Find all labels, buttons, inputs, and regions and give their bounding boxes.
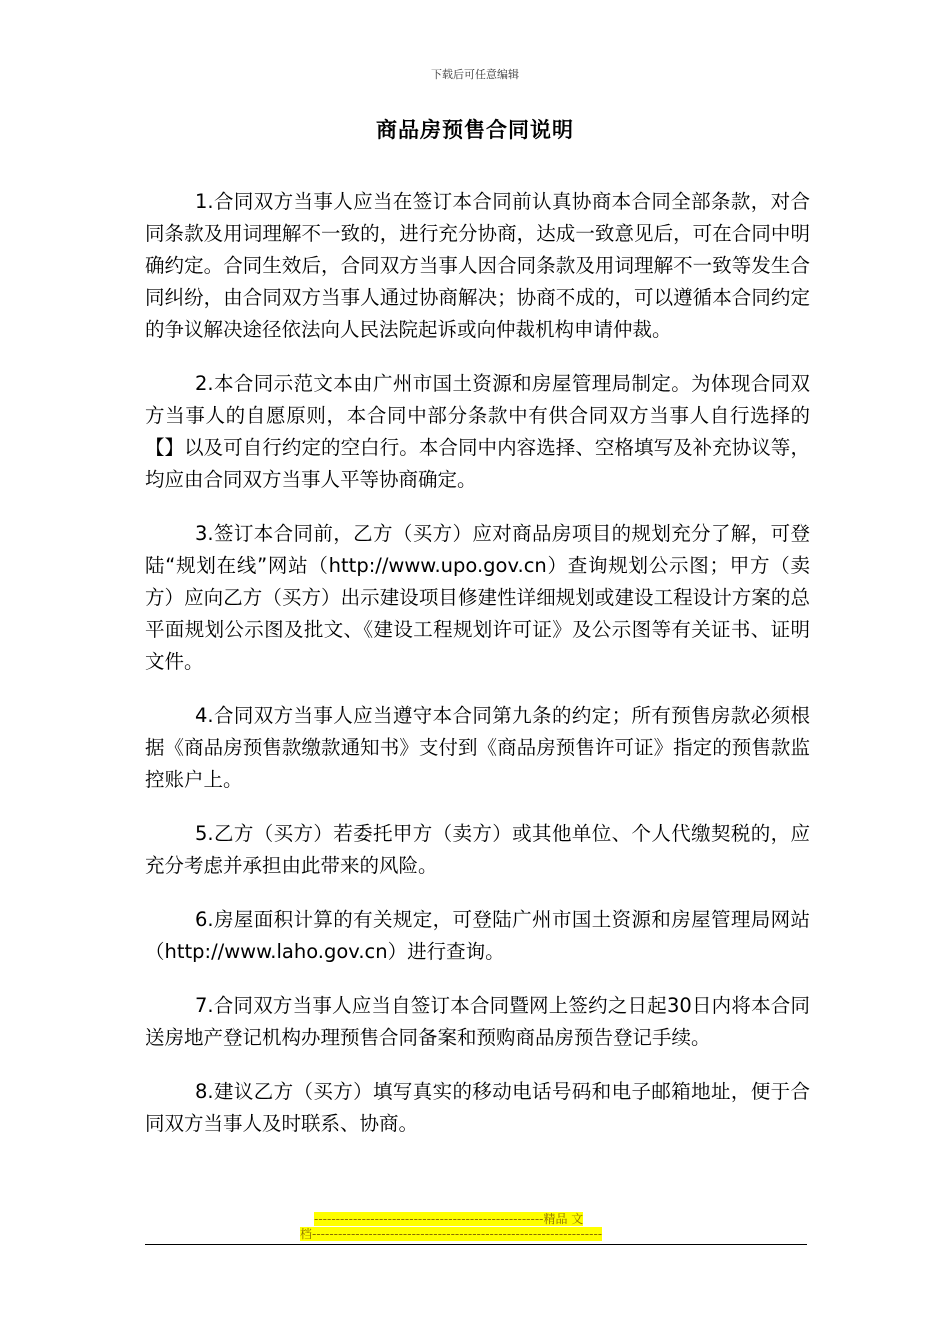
- paragraph-7: 7.合同双方当事人应当自签订本合同暨网上签约之日起30日内将本合同送房地产登记机构办理预售合同备案和预购商品房预告登记手续。: [145, 994, 810, 1049]
- footer-divider: [145, 1244, 807, 1245]
- footer-banner: [300, 1212, 650, 1242]
- paragraph-1: 1.合同双方当事人应当在签订本合同前认真协商本合同全部条款，对合同条款及用词理解不一致的，进行充分协商，达成一致意见后，可在合同中明确约定。合同生效后，合同双方当事人因合同条款及用词理解不一致等发生合同纠纷，由合同双方当事人通过协商解决；协商不成的，可以遵循本合同约定的争议解决途径依法向人民法院起诉或向仲裁机构申请仲裁。: [145, 190, 810, 341]
- paragraph-2: 2.本合同示范文本由广州市国土资源和房屋管理局制定。为体现合同双方当事人的自愿原则，本合同中部分条款中有供合同双方当事人自行选择的【】以及可自行约定的空白行。本合同中内容选择、空格填写及补充协议等，均应由合同双方当事人平等协商确定。: [145, 372, 810, 491]
- header-note: 下载后可任意编辑: [431, 68, 519, 81]
- paragraph-6: 6.房屋面积计算的有关规定，可登陆广州市国土资源和房屋管理局网站（http://www.laho.gov.cn）进行查询。: [145, 908, 810, 963]
- paragraph-4: 4.合同双方当事人应当遵守本合同第九条的约定；所有预售房款必须根据《商品房预售款缴款通知书》支付到《商品房预售许可证》指定的预售款监控账户上。: [145, 704, 810, 791]
- paragraph-8: 8.建议乙方（买方）填写真实的移动电话号码和电子邮箱地址，便于合同双方当事人及时联系、协商。: [145, 1080, 810, 1135]
- footer-line-2: 档-------------------------------------------------------------------: [300, 1227, 603, 1241]
- footer-line-1: -----------------------------------------------------精品 文: [314, 1212, 584, 1226]
- paragraph-5: 5.乙方（买方）若委托甲方（卖方）或其他单位、个人代缴契税的，应充分考虑并承担由此带来的风险。: [145, 822, 810, 877]
- document-body: [145, 186, 810, 1162]
- paragraph-3: 3.签订本合同前，乙方（买方）应对商品房项目的规划充分了解，可登陆“规划在线”网站（http://www.upo.gov.cn）查询规划公示图；甲方（卖方）应向乙方（买方）出示建设项目修建性详细规划或建设工程设计方案的总平面规划公示图及批文、《建设工程规划许可证》及公示图等有关证书、证明文件。: [145, 522, 810, 673]
- document-title: 商品房预售合同说明: [376, 117, 574, 142]
